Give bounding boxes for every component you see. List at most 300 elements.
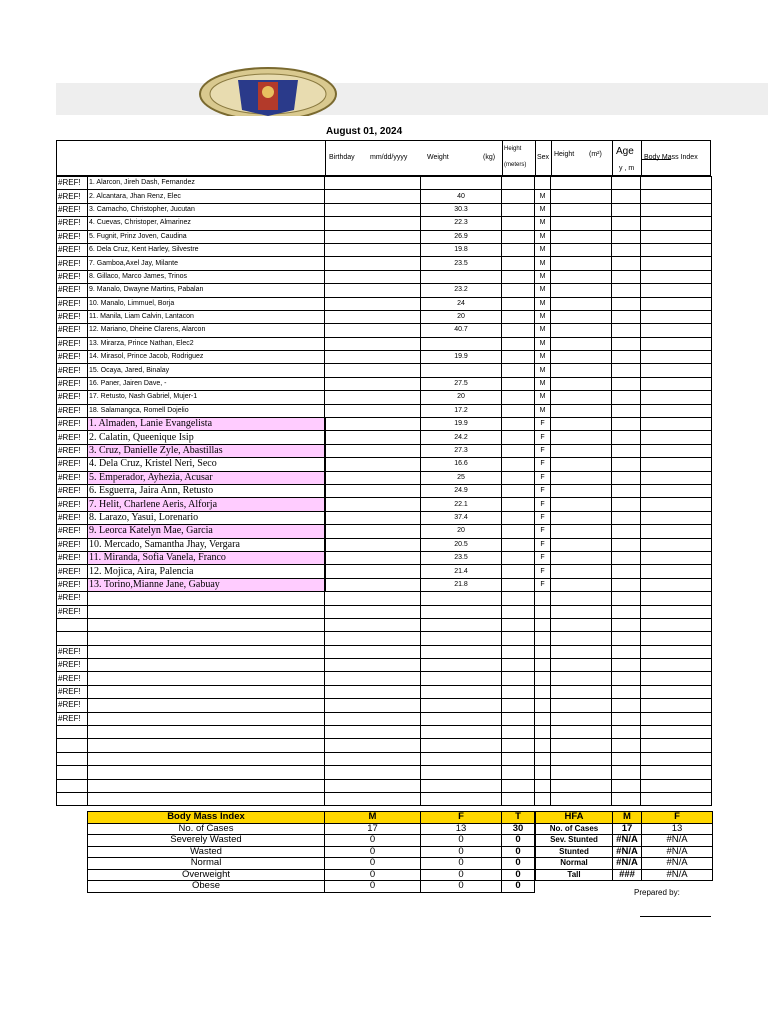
birthday-cell bbox=[325, 699, 421, 712]
table-row bbox=[57, 685, 712, 698]
birthday-cell bbox=[325, 565, 421, 578]
height-cell bbox=[502, 645, 535, 658]
birthday-cell bbox=[325, 471, 421, 484]
bmi-count: 13 bbox=[421, 823, 502, 835]
student-number: 7. bbox=[89, 498, 97, 510]
height-squared-cell bbox=[551, 217, 612, 230]
sex-cell: M bbox=[535, 391, 551, 404]
student-name bbox=[88, 618, 325, 631]
height-squared-cell bbox=[551, 297, 612, 310]
bmi-cell bbox=[641, 203, 712, 216]
table-row bbox=[57, 726, 712, 739]
student-name: 17. Retusto, Nash Gabriel, Mujer-1 bbox=[88, 391, 325, 404]
student-name bbox=[88, 444, 325, 457]
bmi-summary-row bbox=[88, 846, 535, 858]
ref-cell: #REF! bbox=[57, 337, 88, 350]
student-name: 1. Alarcon, Jireh Dash, Fernandez bbox=[88, 177, 325, 190]
height-squared-cell bbox=[551, 484, 612, 497]
table-row bbox=[57, 592, 712, 605]
weight-cell: 24 bbox=[421, 297, 502, 310]
age-cell bbox=[612, 471, 641, 484]
height-squared-cell bbox=[551, 177, 612, 190]
birthday-cell bbox=[325, 672, 421, 685]
sex-cell bbox=[535, 712, 551, 725]
weight-cell bbox=[421, 672, 502, 685]
student-name bbox=[88, 551, 325, 564]
ref-cell: #REF! bbox=[57, 297, 88, 310]
weight-cell: 23.5 bbox=[421, 257, 502, 270]
height-cell bbox=[502, 243, 535, 256]
table-row bbox=[57, 605, 712, 618]
age-cell bbox=[612, 592, 641, 605]
student-name bbox=[88, 766, 325, 779]
age-cell bbox=[612, 605, 641, 618]
weight-cell: 24.2 bbox=[421, 431, 502, 444]
bmi-summary-row bbox=[88, 823, 535, 835]
student-name bbox=[88, 739, 325, 752]
ref-cell: #REF! bbox=[57, 364, 88, 377]
table-row bbox=[57, 284, 712, 297]
height-squared-cell bbox=[551, 444, 612, 457]
student-name: 15. Ocaya, Jared, Binalay bbox=[88, 364, 325, 377]
table-row bbox=[57, 498, 712, 511]
age-cell bbox=[612, 177, 641, 190]
bmi-summary-header: Body Mass Index bbox=[88, 812, 325, 824]
table-row bbox=[57, 511, 712, 524]
age-cell bbox=[612, 578, 641, 591]
age-unit-header: y , m bbox=[619, 165, 635, 172]
student-name: 12. Mariano, Dheine Clarens, Alarcon bbox=[88, 324, 325, 337]
bmi-cell bbox=[641, 257, 712, 270]
bmi-cell bbox=[641, 243, 712, 256]
student-name: 13. Mirarza, Prince Nathan, Elec2 bbox=[88, 337, 325, 350]
height-cell bbox=[502, 565, 535, 578]
height-cell bbox=[502, 726, 535, 739]
height-cell bbox=[502, 484, 535, 497]
height-cell bbox=[502, 177, 535, 190]
age-cell bbox=[612, 498, 641, 511]
ref-cell bbox=[57, 792, 88, 805]
sex-cell: F bbox=[535, 511, 551, 524]
height-squared-cell bbox=[551, 592, 612, 605]
bmi-summary-row bbox=[88, 881, 535, 893]
height-squared-cell bbox=[551, 364, 612, 377]
birthday-cell bbox=[325, 592, 421, 605]
student-name: 5. Fugnit, Prinz Joven, Caudina bbox=[88, 230, 325, 243]
age-cell bbox=[612, 324, 641, 337]
table-row bbox=[57, 351, 712, 364]
bmi-cell bbox=[641, 712, 712, 725]
age-cell bbox=[612, 310, 641, 323]
bmi-cell bbox=[641, 498, 712, 511]
bmi-cell bbox=[641, 351, 712, 364]
hfa-summary-table bbox=[535, 811, 713, 881]
weight-cell: 23.5 bbox=[421, 551, 502, 564]
hfa-count: #N/A bbox=[642, 858, 713, 870]
birthday-cell bbox=[325, 257, 421, 270]
weight-cell: 27.3 bbox=[421, 444, 502, 457]
height-cell bbox=[502, 632, 535, 645]
height-squared-cell bbox=[551, 377, 612, 390]
student-name: 2. Alcantara, Jhan Renz, Elec bbox=[88, 190, 325, 203]
bmi-cell bbox=[641, 324, 712, 337]
age-cell bbox=[612, 404, 641, 417]
height-cell bbox=[502, 270, 535, 283]
bmi-count: 0 bbox=[325, 881, 421, 893]
table-row bbox=[57, 257, 712, 270]
sex-cell: M bbox=[535, 297, 551, 310]
age-cell bbox=[612, 217, 641, 230]
bmi-cell bbox=[641, 190, 712, 203]
student-name bbox=[88, 779, 325, 792]
birthday-cell bbox=[325, 391, 421, 404]
age-header: Age bbox=[616, 146, 634, 157]
weight-cell: 20 bbox=[421, 310, 502, 323]
birthday-cell bbox=[325, 538, 421, 551]
birthday-cell bbox=[325, 578, 421, 591]
birthday-cell bbox=[325, 190, 421, 203]
student-name bbox=[88, 458, 325, 471]
weight-unit-header: (kg) bbox=[483, 154, 496, 161]
height-cell bbox=[502, 351, 535, 364]
sex-cell bbox=[535, 618, 551, 631]
table-row bbox=[57, 484, 712, 497]
ref-cell: #REF! bbox=[57, 511, 88, 524]
weight-cell: 21.8 bbox=[421, 578, 502, 591]
student-name-text: Torino,Mianne Jane, Gabuay bbox=[101, 578, 220, 590]
height-cell bbox=[502, 203, 535, 216]
age-cell bbox=[612, 672, 641, 685]
student-name bbox=[88, 511, 325, 524]
weight-cell bbox=[421, 270, 502, 283]
bmi-cell bbox=[641, 377, 712, 390]
bmi-cell bbox=[641, 511, 712, 524]
weight-cell: 30.3 bbox=[421, 203, 502, 216]
bmi-count: 0 bbox=[502, 846, 535, 858]
age-cell bbox=[612, 632, 641, 645]
table-row bbox=[57, 431, 712, 444]
height-cell bbox=[502, 578, 535, 591]
table-header bbox=[56, 140, 711, 176]
student-name: 10. Manalo, Limmuel, Borja bbox=[88, 297, 325, 310]
birthday-cell bbox=[325, 645, 421, 658]
birthday-cell bbox=[325, 270, 421, 283]
age-cell bbox=[612, 351, 641, 364]
ref-cell: #REF! bbox=[57, 444, 88, 457]
student-table bbox=[56, 176, 712, 806]
bmi-count: 0 bbox=[421, 858, 502, 870]
bmi-count: 30 bbox=[502, 823, 535, 835]
weight-cell: 19.9 bbox=[421, 351, 502, 364]
age-cell bbox=[612, 257, 641, 270]
table-row bbox=[57, 618, 712, 631]
bmi-cell bbox=[641, 538, 712, 551]
bmi-cell bbox=[641, 618, 712, 631]
student-name-text: Calatin, Queenique Isip bbox=[96, 431, 194, 443]
age-cell bbox=[612, 431, 641, 444]
student-name bbox=[88, 792, 325, 805]
student-name-text: Leorca Katelyn Mae, Garcia bbox=[96, 525, 213, 537]
height-squared-cell bbox=[551, 404, 612, 417]
weight-cell bbox=[421, 685, 502, 698]
weight-cell bbox=[421, 645, 502, 658]
table-row bbox=[57, 659, 712, 672]
height-cell bbox=[502, 230, 535, 243]
ref-cell: #REF! bbox=[57, 203, 88, 216]
bmi-count: 17 bbox=[325, 823, 421, 835]
age-cell bbox=[612, 739, 641, 752]
bmi-cell bbox=[641, 752, 712, 765]
age-cell bbox=[612, 538, 641, 551]
student-number: 12. bbox=[89, 565, 102, 577]
weight-cell: 25 bbox=[421, 471, 502, 484]
weight-cell bbox=[421, 712, 502, 725]
bmi-cell bbox=[641, 766, 712, 779]
ref-cell bbox=[57, 779, 88, 792]
age-cell bbox=[612, 444, 641, 457]
table-row bbox=[57, 404, 712, 417]
report-date: August 01, 2024 bbox=[326, 126, 403, 137]
age-cell bbox=[612, 525, 641, 538]
weight-cell bbox=[421, 632, 502, 645]
height-cell bbox=[502, 659, 535, 672]
sex-cell: M bbox=[535, 404, 551, 417]
table-row bbox=[57, 203, 712, 216]
height-squared-cell bbox=[551, 618, 612, 631]
student-name bbox=[88, 484, 325, 497]
table-row bbox=[57, 230, 712, 243]
weight-cell: 20 bbox=[421, 391, 502, 404]
ref-cell: #REF! bbox=[57, 217, 88, 230]
age-cell bbox=[612, 337, 641, 350]
age-cell bbox=[612, 752, 641, 765]
height-squared-cell bbox=[551, 565, 612, 578]
height-squared-unit-header: (m²) bbox=[589, 151, 602, 158]
bmi-header: Body Mass Index bbox=[644, 154, 698, 161]
weight-cell: 27.5 bbox=[421, 377, 502, 390]
height-squared-cell bbox=[551, 578, 612, 591]
table-row bbox=[57, 766, 712, 779]
ref-cell: #REF! bbox=[57, 659, 88, 672]
sex-cell bbox=[535, 739, 551, 752]
table-row bbox=[57, 243, 712, 256]
bmi-cell bbox=[641, 685, 712, 698]
birthday-cell bbox=[325, 685, 421, 698]
age-cell bbox=[612, 190, 641, 203]
hfa-count: #N/A bbox=[613, 846, 642, 858]
table-row bbox=[57, 712, 712, 725]
ref-cell: #REF! bbox=[57, 578, 88, 591]
bmi-count: 0 bbox=[502, 869, 535, 881]
table-row bbox=[57, 752, 712, 765]
header-banner bbox=[56, 83, 768, 115]
bmi-cell bbox=[641, 284, 712, 297]
height-cell bbox=[502, 712, 535, 725]
student-number: 11. bbox=[89, 552, 102, 564]
height-squared-cell bbox=[551, 471, 612, 484]
bmi-count: 0 bbox=[421, 846, 502, 858]
table-row bbox=[57, 672, 712, 685]
sex-cell bbox=[535, 699, 551, 712]
ref-cell: #REF! bbox=[57, 699, 88, 712]
bmi-cell bbox=[641, 659, 712, 672]
height-squared-cell bbox=[551, 458, 612, 471]
birthday-cell bbox=[325, 766, 421, 779]
student-number: 6. bbox=[89, 485, 97, 497]
student-name bbox=[88, 712, 325, 725]
bmi-cell bbox=[641, 605, 712, 618]
ref-cell: #REF! bbox=[57, 685, 88, 698]
height-cell bbox=[502, 404, 535, 417]
ref-cell: #REF! bbox=[57, 418, 88, 431]
weight-cell bbox=[421, 779, 502, 792]
age-cell bbox=[612, 270, 641, 283]
student-name: 14. Mirasol, Prince Jacob, Rodriguez bbox=[88, 351, 325, 364]
student-name: 11. Manila, Liam Calvin, Lantacon bbox=[88, 310, 325, 323]
table-row bbox=[57, 297, 712, 310]
ref-cell: #REF! bbox=[57, 551, 88, 564]
bmi-count: 0 bbox=[421, 835, 502, 847]
bmi-category: Obese bbox=[88, 881, 325, 893]
sex-cell: M bbox=[535, 377, 551, 390]
bmi-cell bbox=[641, 364, 712, 377]
weight-cell: 19.8 bbox=[421, 243, 502, 256]
bmi-cell bbox=[641, 444, 712, 457]
table-row bbox=[57, 645, 712, 658]
student-number: 2. bbox=[89, 431, 97, 443]
height-squared-cell bbox=[551, 337, 612, 350]
ref-cell: #REF! bbox=[57, 310, 88, 323]
birthday-cell bbox=[325, 752, 421, 765]
height-cell bbox=[502, 471, 535, 484]
sex-cell: M bbox=[535, 190, 551, 203]
ref-cell: #REF! bbox=[57, 270, 88, 283]
student-name: 18. Salamangca, Romell Dojelio bbox=[88, 404, 325, 417]
ref-cell: #REF! bbox=[57, 484, 88, 497]
height-cell bbox=[502, 217, 535, 230]
table-row bbox=[57, 391, 712, 404]
student-name bbox=[88, 578, 325, 591]
ref-cell bbox=[57, 739, 88, 752]
height-cell bbox=[502, 685, 535, 698]
sex-cell: M bbox=[535, 270, 551, 283]
age-cell bbox=[612, 618, 641, 631]
student-number: 3. bbox=[89, 445, 97, 456]
age-cell bbox=[612, 297, 641, 310]
bmi-count: 0 bbox=[325, 846, 421, 858]
weight-cell: 40.7 bbox=[421, 324, 502, 337]
student-name bbox=[88, 565, 325, 578]
hfa-count: #N/A bbox=[613, 858, 642, 870]
bmi-summary-row bbox=[88, 858, 535, 870]
weight-cell: 16.6 bbox=[421, 458, 502, 471]
age-cell bbox=[612, 484, 641, 497]
height-cell bbox=[502, 458, 535, 471]
bmi-summary-header-row bbox=[88, 812, 535, 824]
table-row bbox=[57, 578, 712, 591]
bmi-cell bbox=[641, 471, 712, 484]
bmi-category: No. of Cases bbox=[88, 823, 325, 835]
bmi-summary-header: T bbox=[502, 812, 535, 824]
ref-cell: #REF! bbox=[57, 431, 88, 444]
table-row bbox=[57, 177, 712, 190]
student-name bbox=[88, 659, 325, 672]
birthday-cell bbox=[325, 511, 421, 524]
age-cell bbox=[612, 659, 641, 672]
sex-cell: M bbox=[535, 337, 551, 350]
student-name bbox=[88, 752, 325, 765]
height-squared-cell bbox=[551, 726, 612, 739]
height-cell bbox=[502, 377, 535, 390]
weight-cell bbox=[421, 337, 502, 350]
student-name-text: Mojica, Aira, Palencia bbox=[101, 565, 194, 577]
hfa-count: 13 bbox=[642, 823, 713, 835]
height-squared-cell bbox=[551, 230, 612, 243]
bmi-summary-row bbox=[88, 869, 535, 881]
hfa-summary-header: F bbox=[642, 812, 713, 824]
signature-line bbox=[640, 916, 711, 917]
height-cell bbox=[502, 190, 535, 203]
student-name bbox=[88, 498, 325, 511]
bmi-cell bbox=[641, 297, 712, 310]
age-cell bbox=[612, 511, 641, 524]
bmi-category: Wasted bbox=[88, 846, 325, 858]
bmi-count: 0 bbox=[502, 835, 535, 847]
bmi-category: Overweight bbox=[88, 869, 325, 881]
height-cell bbox=[502, 310, 535, 323]
table-row bbox=[57, 471, 712, 484]
birthday-cell bbox=[325, 230, 421, 243]
ref-cell bbox=[57, 766, 88, 779]
bmi-cell bbox=[641, 592, 712, 605]
height-squared-cell bbox=[551, 243, 612, 256]
height-squared-cell bbox=[551, 645, 612, 658]
hfa-count: #N/A bbox=[613, 835, 642, 847]
student-name bbox=[88, 605, 325, 618]
hfa-summary-header: HFA bbox=[536, 812, 613, 824]
ref-cell: #REF! bbox=[57, 471, 88, 484]
ref-cell: #REF! bbox=[57, 458, 88, 471]
table-row bbox=[57, 525, 712, 538]
height-cell bbox=[502, 538, 535, 551]
table-row bbox=[57, 632, 712, 645]
weight-cell bbox=[421, 792, 502, 805]
ref-cell: #REF! bbox=[57, 391, 88, 404]
hfa-summary-row bbox=[536, 858, 713, 870]
table-row bbox=[57, 565, 712, 578]
birthday-cell bbox=[325, 324, 421, 337]
hfa-summary-row bbox=[536, 835, 713, 847]
ref-cell bbox=[57, 632, 88, 645]
bmi-cell bbox=[641, 310, 712, 323]
sex-cell: M bbox=[535, 351, 551, 364]
ref-cell: #REF! bbox=[57, 243, 88, 256]
sex-cell bbox=[535, 605, 551, 618]
bmi-cell bbox=[641, 230, 712, 243]
birthday-cell bbox=[325, 605, 421, 618]
sex-cell: M bbox=[535, 203, 551, 216]
age-cell bbox=[612, 243, 641, 256]
sex-cell: F bbox=[535, 578, 551, 591]
student-name: 16. Paner, Jairen Dave, - bbox=[88, 377, 325, 390]
bmi-cell bbox=[641, 177, 712, 190]
bmi-cell bbox=[641, 404, 712, 417]
height-squared-cell bbox=[551, 324, 612, 337]
height-squared-cell bbox=[551, 203, 612, 216]
height-cell bbox=[502, 284, 535, 297]
birthday-cell bbox=[325, 525, 421, 538]
table-row bbox=[57, 364, 712, 377]
